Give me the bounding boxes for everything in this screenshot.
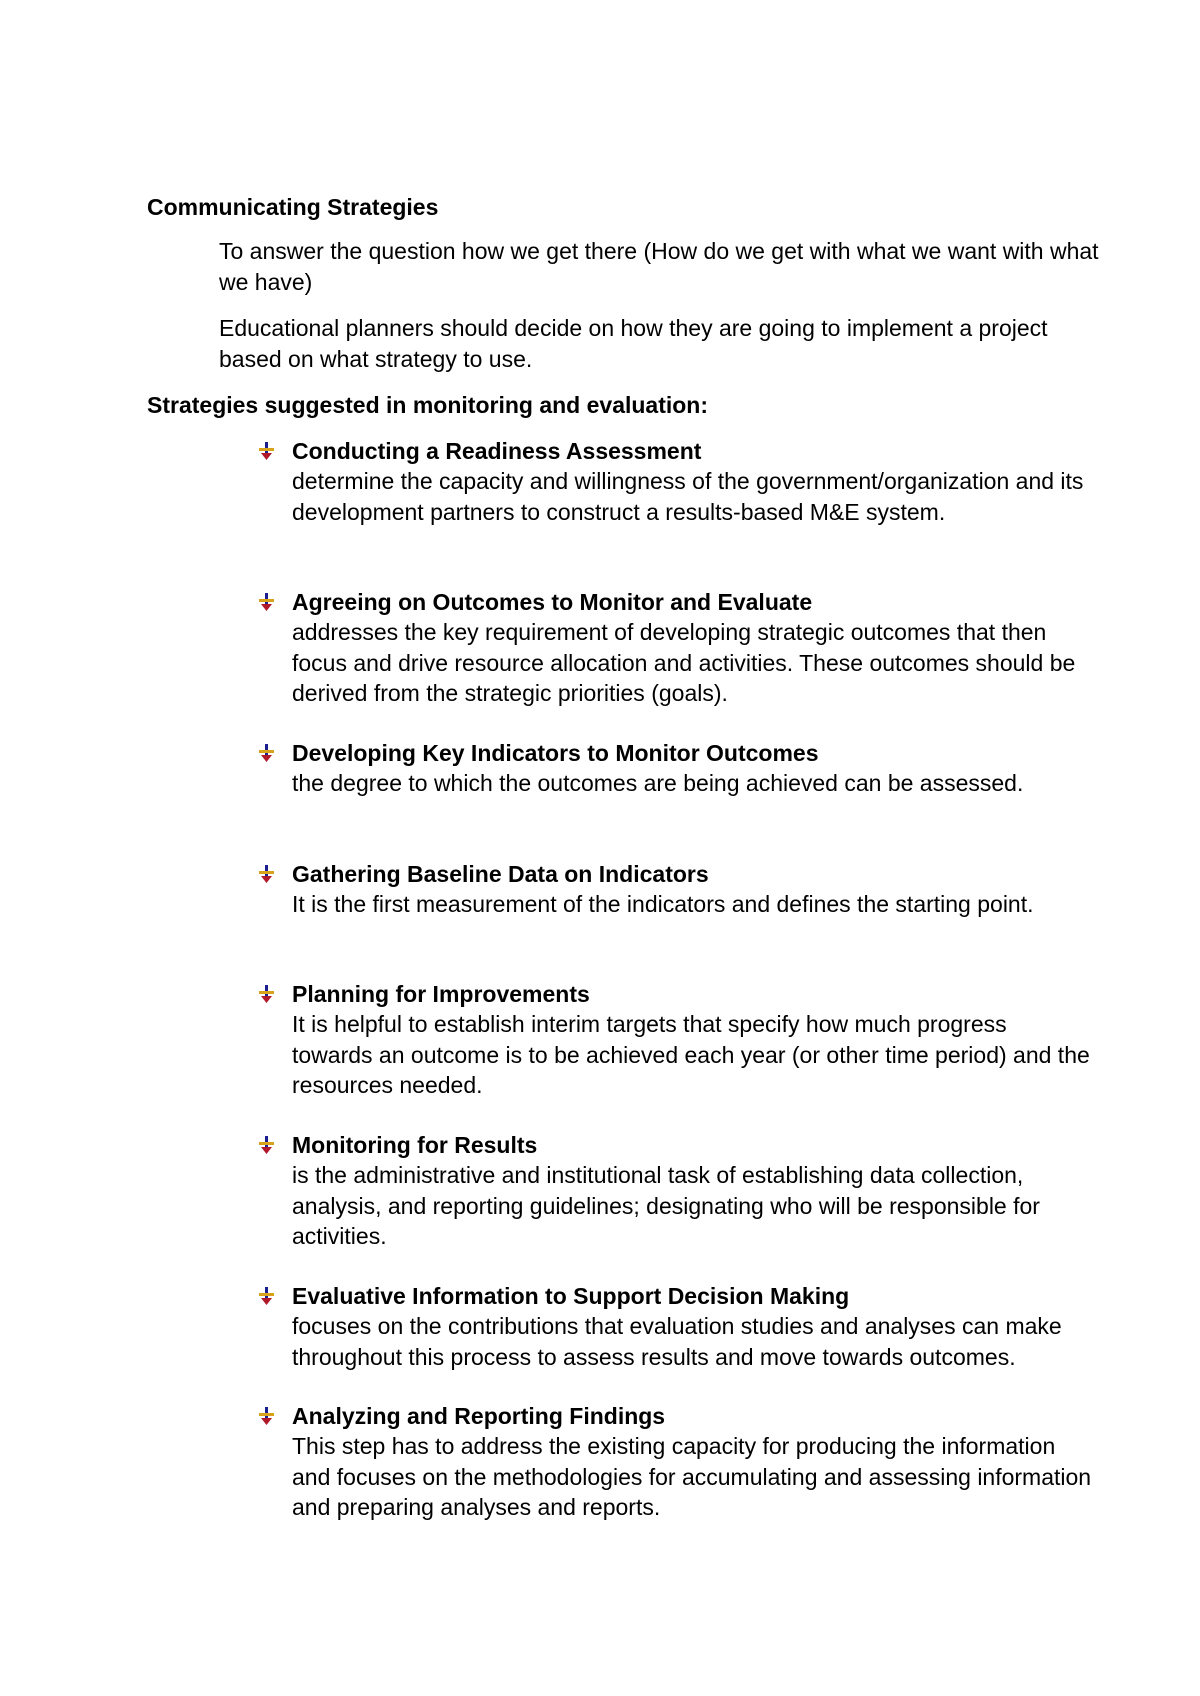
section-title: Communicating Strategies [147, 194, 439, 220]
strategy-title: Conducting a Readiness Assessment [292, 438, 702, 464]
arrow-down-bullet-icon [257, 743, 277, 763]
strategy-title: Developing Key Indicators to Monitor Outcomes [292, 740, 819, 766]
intro-paragraph: To answer the question how we get there (How do we get with what we want with what we have) [219, 238, 1099, 295]
strategy-title: Planning for Improvements [292, 981, 590, 1007]
arrow-down-bullet-icon [257, 984, 277, 1004]
arrow-down-bullet-icon [257, 1406, 277, 1426]
strategy-description: the degree to which the outcomes are being achieved can be assessed. [292, 770, 1024, 796]
arrow-down-bullet-icon [257, 864, 277, 884]
strategy-description: addresses the key requirement of developing strategic outcomes that then focus and drive resource allocation and activities. These outcomes should be derived from the strategic priorities (goals). [292, 619, 1076, 706]
strategy-description: This step has to address the existing capacity for producing the information and focuses on the methodologies for accumulating and assessing information and preparing analyses and reports. [292, 1433, 1092, 1520]
strategy-description: It is the first measurement of the indicators and defines the starting point. [292, 891, 1034, 917]
arrow-down-bullet-icon [257, 1135, 277, 1155]
strategies-list-heading: Strategies suggested in monitoring and evaluation: [147, 392, 709, 418]
arrow-down-bullet-icon [257, 592, 277, 612]
strategy-title: Evaluative Information to Support Decision Making [292, 1283, 850, 1309]
arrow-down-bullet-icon [257, 441, 277, 461]
arrow-down-bullet-icon [257, 1286, 277, 1306]
strategy-description: determine the capacity and willingness of the government/organization and its development partners to construct a results-based M&E system. [292, 468, 1084, 525]
strategy-description: focuses on the contributions that evaluation studies and analyses can make throughout this process to assess results and move towards outcomes. [292, 1313, 1062, 1370]
strategy-description: is the administrative and institutional task of establishing data collection, analysis, and reporting guidelines; designating who will be responsible for activities. [292, 1162, 1040, 1249]
strategy-title: Gathering Baseline Data on Indicators [292, 861, 709, 887]
strategy-title: Agreeing on Outcomes to Monitor and Evaluate [292, 589, 813, 615]
strategy-title: Monitoring for Results [292, 1132, 538, 1158]
strategy-description: It is helpful to establish interim targets that specify how much progress towards an outcome is to be achieved each year (or other time period) and the resources needed. [292, 1011, 1090, 1098]
intro-paragraph: Educational planners should decide on how they are going to implement a project based on what strategy to use. [219, 315, 1048, 372]
strategy-title: Analyzing and Reporting Findings [292, 1403, 666, 1429]
